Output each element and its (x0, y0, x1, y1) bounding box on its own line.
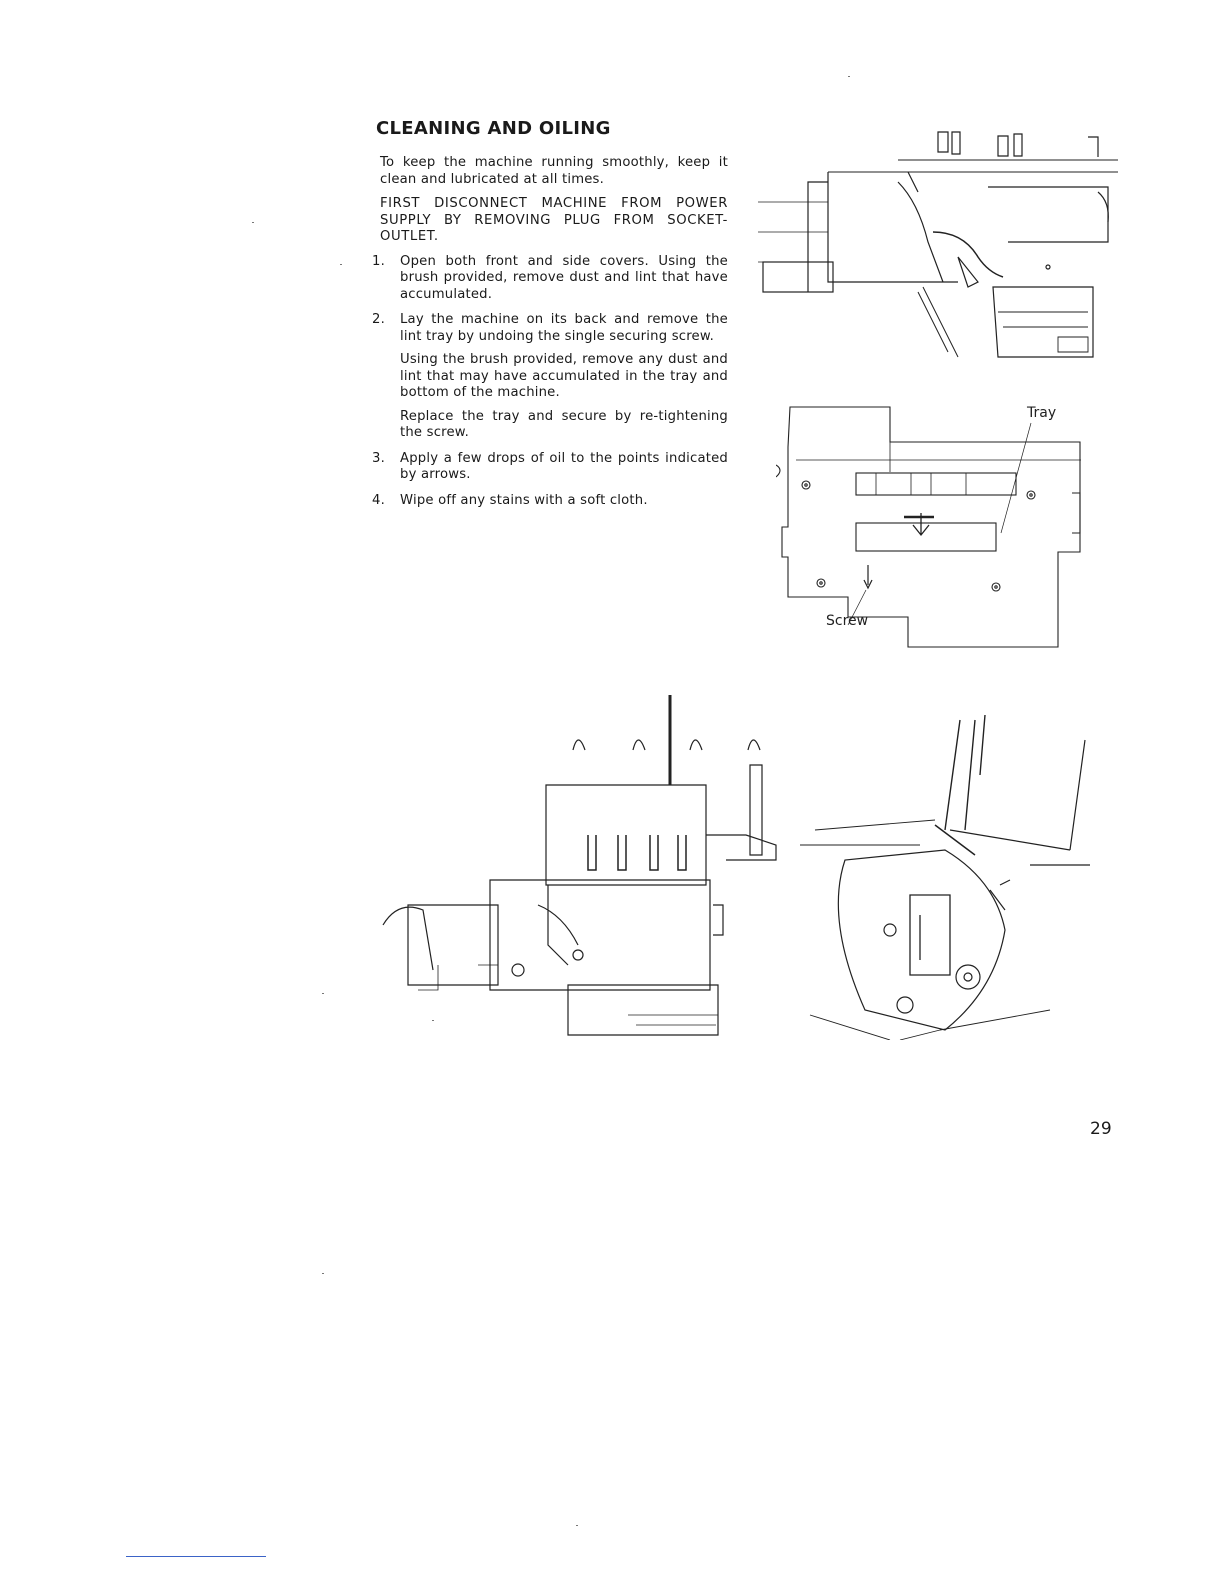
bottom-rule (126, 1556, 266, 1557)
machine-overview-illustration (378, 695, 788, 1040)
section-title: CLEANING AND OILING (376, 118, 611, 139)
safety-warning: FIRST DISCONNECT MACHINE FROM POWER SUPPLY BY REMOVING PLUG FROM SOCKET-OUTLET. (380, 196, 728, 244)
step-number: 4. (372, 492, 385, 508)
step-item (372, 312, 728, 442)
tray-label: Tray (1027, 405, 1057, 421)
step-text: Replace the tray and secure by re-tightening the screw. (400, 408, 728, 440)
step-item (372, 492, 728, 510)
step-number: 3. (372, 450, 385, 466)
scan-speck (322, 1273, 324, 1274)
instructions-column (372, 155, 728, 518)
step-item (372, 450, 728, 484)
scan-speck (322, 993, 324, 994)
step-text: Lay the machine on its back and remove the lint tray by undoing the single securing screw. (400, 312, 728, 344)
lint-tray-diagram (776, 405, 1088, 655)
scan-speck (848, 76, 850, 77)
step-text: Wipe off any stains with a soft cloth. (400, 492, 648, 508)
intro-paragraph: To keep the machine running smoothly, keep it clean and lubricated at all times. (380, 155, 728, 187)
step-text: Apply a few drops of oil to the points indicated by arrows. (400, 450, 728, 482)
page-number: 29 (1090, 1119, 1112, 1139)
step-item (372, 253, 728, 304)
brush-cleaning-illustration (758, 112, 1118, 367)
steps-list (372, 253, 728, 510)
scan-speck (432, 1020, 434, 1021)
step-number: 2. (372, 312, 385, 327)
scan-speck (340, 264, 342, 265)
screw-label: Screw (826, 613, 869, 629)
step-number: 1. (372, 253, 385, 269)
scan-speck (576, 1525, 578, 1526)
scan-speck (252, 222, 254, 223)
needle-area-closeup-illustration (800, 715, 1100, 1040)
step-text: Open both front and side covers. Using the brush provided, remove dust and lint that have accumulated. (400, 253, 728, 302)
step-text: Using the brush provided, remove any dust and lint that may have accumulated in the tray and bottom of the machine. (400, 352, 728, 400)
